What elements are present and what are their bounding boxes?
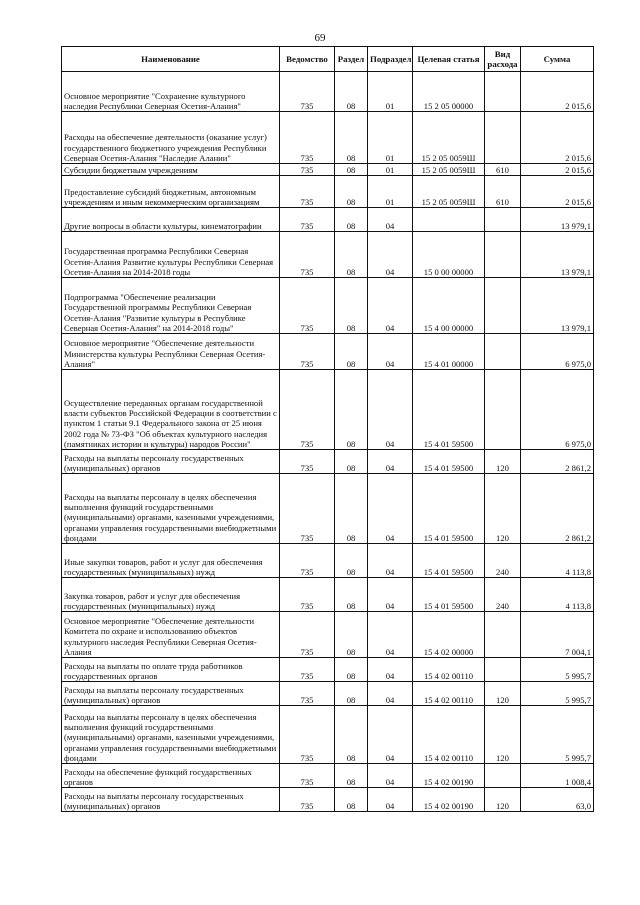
budget-table bbox=[61, 46, 594, 812]
row-vid bbox=[485, 764, 521, 788]
row-razdel: 08 bbox=[335, 450, 368, 474]
row-podrazdel: 04 bbox=[368, 450, 413, 474]
row-vedomstvo: 735 bbox=[280, 208, 335, 232]
row-name: Основное мероприятие "Сохранение культурного наследия Республики Северная Осетия-Алания" bbox=[62, 72, 280, 112]
row-summa: 2 861,2 bbox=[521, 474, 594, 544]
row-razdel: 08 bbox=[335, 176, 368, 208]
row-podrazdel: 04 bbox=[368, 764, 413, 788]
row-vid bbox=[485, 278, 521, 334]
row-vid: 240 bbox=[485, 578, 521, 612]
row-vid bbox=[485, 208, 521, 232]
row-summa: 2 015,6 bbox=[521, 164, 594, 176]
table-row bbox=[62, 72, 594, 112]
row-vid: 120 bbox=[485, 474, 521, 544]
table-row bbox=[62, 334, 594, 370]
row-tselevaya: 15 4 02 00110 bbox=[413, 682, 485, 706]
row-vid: 120 bbox=[485, 788, 521, 812]
row-vid bbox=[485, 334, 521, 370]
row-vedomstvo: 735 bbox=[280, 370, 335, 450]
row-tselevaya: 15 4 02 00110 bbox=[413, 658, 485, 682]
row-summa: 5 995,7 bbox=[521, 682, 594, 706]
row-summa: 6 975,0 bbox=[521, 334, 594, 370]
table-row bbox=[62, 278, 594, 334]
row-razdel: 08 bbox=[335, 764, 368, 788]
row-name: Основное мероприятие "Обеспечение деятельности Комитета по охране и использованию объектов культурного наследия Республики Северная Осетия-Алания bbox=[62, 612, 280, 658]
row-vid: 120 bbox=[485, 450, 521, 474]
row-summa: 5 995,7 bbox=[521, 706, 594, 764]
table-header-row bbox=[62, 47, 594, 72]
row-podrazdel: 04 bbox=[368, 208, 413, 232]
row-vid bbox=[485, 232, 521, 278]
row-tselevaya: 15 2 05 00000 bbox=[413, 72, 485, 112]
table-row bbox=[62, 474, 594, 544]
row-name: Закупка товаров, работ и услуг для обеспечения государственных (муниципальных) нужд bbox=[62, 578, 280, 612]
row-name: Расходы на выплаты персоналу в целях обеспечения выполнения функций государственными (муниципальными) органами, казенными учреждениями, органами управления государственными внебюджетными фондами bbox=[62, 706, 280, 764]
row-tselevaya: 15 4 02 00190 bbox=[413, 788, 485, 812]
row-tselevaya: 15 4 01 59500 bbox=[413, 578, 485, 612]
row-podrazdel: 01 bbox=[368, 72, 413, 112]
row-summa: 4 113,8 bbox=[521, 544, 594, 578]
row-vedomstvo: 735 bbox=[280, 164, 335, 176]
row-vedomstvo: 735 bbox=[280, 764, 335, 788]
row-razdel: 08 bbox=[335, 544, 368, 578]
row-tselevaya: 15 4 01 59500 bbox=[413, 450, 485, 474]
row-name: Расходы на выплаты персоналу государственных (муниципальных) органов bbox=[62, 682, 280, 706]
row-razdel: 08 bbox=[335, 208, 368, 232]
row-tselevaya: 15 4 01 59500 bbox=[413, 544, 485, 578]
row-razdel: 08 bbox=[335, 278, 368, 334]
row-razdel: 08 bbox=[335, 578, 368, 612]
row-tselevaya: 15 4 02 00190 bbox=[413, 764, 485, 788]
row-summa: 63,0 bbox=[521, 788, 594, 812]
row-vedomstvo: 735 bbox=[280, 706, 335, 764]
row-razdel: 08 bbox=[335, 706, 368, 764]
row-summa: 2 015,6 bbox=[521, 112, 594, 164]
row-name: Расходы на обеспечение деятельности (оказание услуг) государственного бюджетного учреждения Республики Северная Осетия-Алания "Наследие Алании" bbox=[62, 112, 280, 164]
row-podrazdel: 01 bbox=[368, 112, 413, 164]
row-name: Государственная программа Республики Северная Осетия-Алания Развитие культуры Республики Северная Осетия-Алания на 2014-2018 годы bbox=[62, 232, 280, 278]
table-row bbox=[62, 450, 594, 474]
row-name: Другие вопросы в области культуры, кинематографии bbox=[62, 208, 280, 232]
table-row bbox=[62, 788, 594, 812]
row-tselevaya: 15 4 01 59500 bbox=[413, 474, 485, 544]
row-vedomstvo: 735 bbox=[280, 72, 335, 112]
row-razdel: 08 bbox=[335, 164, 368, 176]
header-summa: Сумма bbox=[521, 47, 594, 72]
row-summa: 13 979,1 bbox=[521, 278, 594, 334]
row-tselevaya: 15 4 00 00000 bbox=[413, 278, 485, 334]
row-vedomstvo: 735 bbox=[280, 788, 335, 812]
row-vid: 120 bbox=[485, 706, 521, 764]
row-podrazdel: 04 bbox=[368, 334, 413, 370]
row-vedomstvo: 735 bbox=[280, 578, 335, 612]
row-summa: 13 979,1 bbox=[521, 208, 594, 232]
row-summa: 7 004,1 bbox=[521, 612, 594, 658]
row-podrazdel: 04 bbox=[368, 232, 413, 278]
row-vedomstvo: 735 bbox=[280, 278, 335, 334]
row-vid: 240 bbox=[485, 544, 521, 578]
row-tselevaya: 15 4 01 00000 bbox=[413, 334, 485, 370]
row-vedomstvo: 735 bbox=[280, 334, 335, 370]
row-tselevaya: 15 4 02 00110 bbox=[413, 706, 485, 764]
header-razdel: Раздел bbox=[335, 47, 368, 72]
table-row bbox=[62, 232, 594, 278]
row-name: Расходы на выплаты персоналу в целях обеспечения выполнения функций государственными (муниципальными) органами, казенными учреждениями, органами управления государственными внебюджетными фондами bbox=[62, 474, 280, 544]
row-razdel: 08 bbox=[335, 682, 368, 706]
row-summa: 4 113,8 bbox=[521, 578, 594, 612]
row-podrazdel: 04 bbox=[368, 706, 413, 764]
table-row bbox=[62, 164, 594, 176]
row-name: Субсидии бюджетным учреждениям bbox=[62, 164, 280, 176]
table-row bbox=[62, 370, 594, 450]
row-name: Расходы на выплаты по оплате труда работников государственных органов bbox=[62, 658, 280, 682]
row-vedomstvo: 735 bbox=[280, 474, 335, 544]
row-tselevaya: 15 2 05 0059Ш bbox=[413, 176, 485, 208]
row-name: Расходы на выплаты персоналу государственных (муниципальных) органов bbox=[62, 450, 280, 474]
row-razdel: 08 bbox=[335, 112, 368, 164]
row-name: Иные закупки товаров, работ и услуг для обеспечения государственных (муниципальных) нужд bbox=[62, 544, 280, 578]
row-podrazdel: 04 bbox=[368, 370, 413, 450]
row-podrazdel: 04 bbox=[368, 612, 413, 658]
row-vedomstvo: 735 bbox=[280, 450, 335, 474]
row-vid: 610 bbox=[485, 164, 521, 176]
row-summa: 6 975,0 bbox=[521, 370, 594, 450]
row-podrazdel: 04 bbox=[368, 658, 413, 682]
table-row bbox=[62, 544, 594, 578]
table-row bbox=[62, 208, 594, 232]
row-vedomstvo: 735 bbox=[280, 682, 335, 706]
table-row bbox=[62, 764, 594, 788]
row-summa: 5 995,7 bbox=[521, 658, 594, 682]
row-vid bbox=[485, 612, 521, 658]
row-vid: 610 bbox=[485, 176, 521, 208]
row-vid bbox=[485, 658, 521, 682]
row-vedomstvo: 735 bbox=[280, 544, 335, 578]
header-podrazdel: Подраздел bbox=[368, 47, 413, 72]
table-row bbox=[62, 578, 594, 612]
row-name: Расходы на выплаты персоналу государственных (муниципальных) органов bbox=[62, 788, 280, 812]
row-summa: 13 979,1 bbox=[521, 232, 594, 278]
page-number: 69 bbox=[314, 32, 326, 44]
row-vedomstvo: 735 bbox=[280, 112, 335, 164]
header-vedomstvo: Ведомство bbox=[280, 47, 335, 72]
row-razdel: 08 bbox=[335, 370, 368, 450]
row-tselevaya: 15 2 05 0059Ш bbox=[413, 112, 485, 164]
row-razdel: 08 bbox=[335, 612, 368, 658]
row-podrazdel: 04 bbox=[368, 278, 413, 334]
row-tselevaya: 15 4 02 00000 bbox=[413, 612, 485, 658]
row-razdel: 08 bbox=[335, 334, 368, 370]
table-row bbox=[62, 176, 594, 208]
row-vedomstvo: 735 bbox=[280, 612, 335, 658]
row-vid bbox=[485, 112, 521, 164]
row-razdel: 08 bbox=[335, 788, 368, 812]
row-razdel: 08 bbox=[335, 658, 368, 682]
row-vedomstvo: 735 bbox=[280, 176, 335, 208]
row-name: Предоставление субсидий бюджетным, автономным учреждениям и иным некоммерческим организациям bbox=[62, 176, 280, 208]
row-podrazdel: 04 bbox=[368, 474, 413, 544]
row-vid: 120 bbox=[485, 682, 521, 706]
row-podrazdel: 04 bbox=[368, 682, 413, 706]
row-summa: 2 015,6 bbox=[521, 176, 594, 208]
row-summa: 2 015,6 bbox=[521, 72, 594, 112]
row-vedomstvo: 735 bbox=[280, 658, 335, 682]
row-summa: 1 008,4 bbox=[521, 764, 594, 788]
row-name: Расходы на обеспечение функций государственных органов bbox=[62, 764, 280, 788]
row-razdel: 08 bbox=[335, 72, 368, 112]
row-name: Осуществление переданных органам государственной власти субъектов Российской Федерации в соответствии с пунктом 1 статьи 9.1 Федерального закона от 25 июня 2002 года № 73-ФЗ "Об объектах культурного наследия (памятниках истории и культуры) народов России" bbox=[62, 370, 280, 450]
row-razdel: 08 bbox=[335, 474, 368, 544]
header-name: Наименование bbox=[62, 47, 280, 72]
row-name: Основное мероприятие "Обеспечение деятельности Министерства культуры Республики Северная Осетия-Алания" bbox=[62, 334, 280, 370]
header-tselevaya: Целевая статья bbox=[413, 47, 485, 72]
row-podrazdel: 01 bbox=[368, 176, 413, 208]
row-vedomstvo: 735 bbox=[280, 232, 335, 278]
row-podrazdel: 01 bbox=[368, 164, 413, 176]
table-row bbox=[62, 612, 594, 658]
header-vid: Вид расхода bbox=[485, 47, 521, 72]
table-row bbox=[62, 706, 594, 764]
row-tselevaya: 15 0 00 00000 bbox=[413, 232, 485, 278]
row-podrazdel: 04 bbox=[368, 788, 413, 812]
row-tselevaya: 15 4 01 59500 bbox=[413, 370, 485, 450]
row-podrazdel: 04 bbox=[368, 578, 413, 612]
table-row bbox=[62, 658, 594, 682]
row-tselevaya: 15 2 05 0059Ш bbox=[413, 164, 485, 176]
row-vid bbox=[485, 72, 521, 112]
row-name: Подпрограмма "Обеспечение реализации Государственной программы Республики Северная Осетия-Алания "Развитие культуры в Республике Северная Осетия-Алания" на 2014-2018 годы" bbox=[62, 278, 280, 334]
row-tselevaya bbox=[413, 208, 485, 232]
table-row bbox=[62, 682, 594, 706]
table-row bbox=[62, 112, 594, 164]
row-summa: 2 861,2 bbox=[521, 450, 594, 474]
row-vid bbox=[485, 370, 521, 450]
row-podrazdel: 04 bbox=[368, 544, 413, 578]
row-razdel: 08 bbox=[335, 232, 368, 278]
